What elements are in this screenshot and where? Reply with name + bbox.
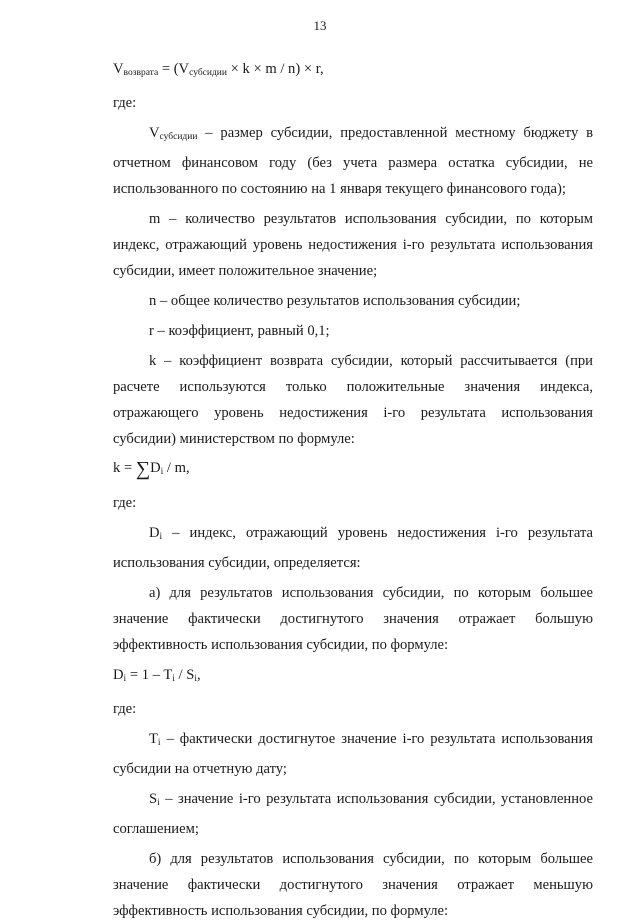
para-v-subsidy-text: – размер субсидии, предоставленной местному бюджету в отчетном финансовом году (без учета размера остатка субсидии, не использованного по состоянию на 1 января текущего финансового года);: [113, 125, 593, 197]
formula-k: [113, 454, 593, 486]
para-di-text: – индекс, отражающий уровень недостижения i-го результата использования субсидии, определяется:: [113, 525, 593, 571]
formula-di-mid: = 1 – T: [126, 667, 173, 683]
formula-eq: = (V: [158, 61, 190, 77]
where-label-2: где:: [113, 495, 137, 511]
var-t: T: [149, 731, 158, 747]
where-label-1: где:: [113, 95, 137, 111]
para-r: r – коэффициент, равный 0,1;: [149, 323, 330, 339]
para-ti: [113, 726, 593, 782]
formula-k-rest: / m,: [163, 460, 190, 476]
para-a: а) для результатов использования субсидии, по которым большее значение фактически достигнутого значения отражает большую эффективность использования субсидии, по формуле:: [113, 585, 593, 653]
sub-di: i: [159, 532, 163, 542]
formula-k-lhs: k =: [113, 460, 136, 476]
para-v-subsidy: [113, 120, 593, 202]
para-di: [113, 520, 593, 576]
var-d: D: [150, 460, 161, 476]
sub-i-3: i: [194, 674, 198, 684]
var-d-2: D: [113, 667, 124, 683]
para-ti-text: – фактически достигнутое значение i-го результата использования субсидии на отчетную дату;: [113, 731, 593, 777]
var-v-sub: V: [149, 125, 160, 141]
sub-subsidy: субсидии: [189, 68, 227, 78]
where-label-3: где:: [113, 701, 137, 717]
formula-di: [113, 662, 593, 692]
para-b: б) для результатов использования субсидии, по которым большее значение фактически достигнутого значения отражает меньшую эффективность использования субсидии, по формуле:: [113, 851, 593, 919]
para-si-text: – значение i-го результата использования субсидии, установленное соглашением;: [113, 791, 593, 837]
sub-si: i: [157, 798, 160, 808]
formula-di-slash: / S: [174, 667, 195, 683]
formula-di-end: ,: [197, 667, 201, 683]
sub-i: i: [160, 467, 164, 477]
var-v: V: [113, 61, 124, 77]
document-body: [113, 56, 593, 924]
para-si: [113, 786, 593, 842]
sub-return: возврата: [123, 68, 159, 78]
sub-ti: i: [157, 738, 161, 748]
sub-i-1: i: [123, 674, 127, 684]
page-number: 13: [313, 18, 327, 33]
para-m: m – количество результатов использования субсидии, по которым индекс, отражающий уровень недостижения i-го результата использования субсидии, имеет положительное значение;: [113, 211, 593, 279]
formula-rest: × k × m / n) × r,: [226, 61, 324, 77]
sub-i-2: i: [172, 674, 175, 684]
var-s: S: [149, 791, 158, 807]
formula-v-return: [113, 56, 593, 86]
para-k: k – коэффициент возврата субсидии, который рассчитывается (при расчете используются только положительные значения индекса, отражающего уровень недостижения i-го результата использования субсидии) министерством по формуле:: [113, 353, 593, 447]
var-di: D: [149, 525, 160, 541]
sum-symbol: ∑: [135, 458, 151, 480]
para-n: n – общее количество результатов использования субсидии;: [149, 293, 521, 309]
sub-subsidy-2: субсидии: [159, 132, 198, 142]
